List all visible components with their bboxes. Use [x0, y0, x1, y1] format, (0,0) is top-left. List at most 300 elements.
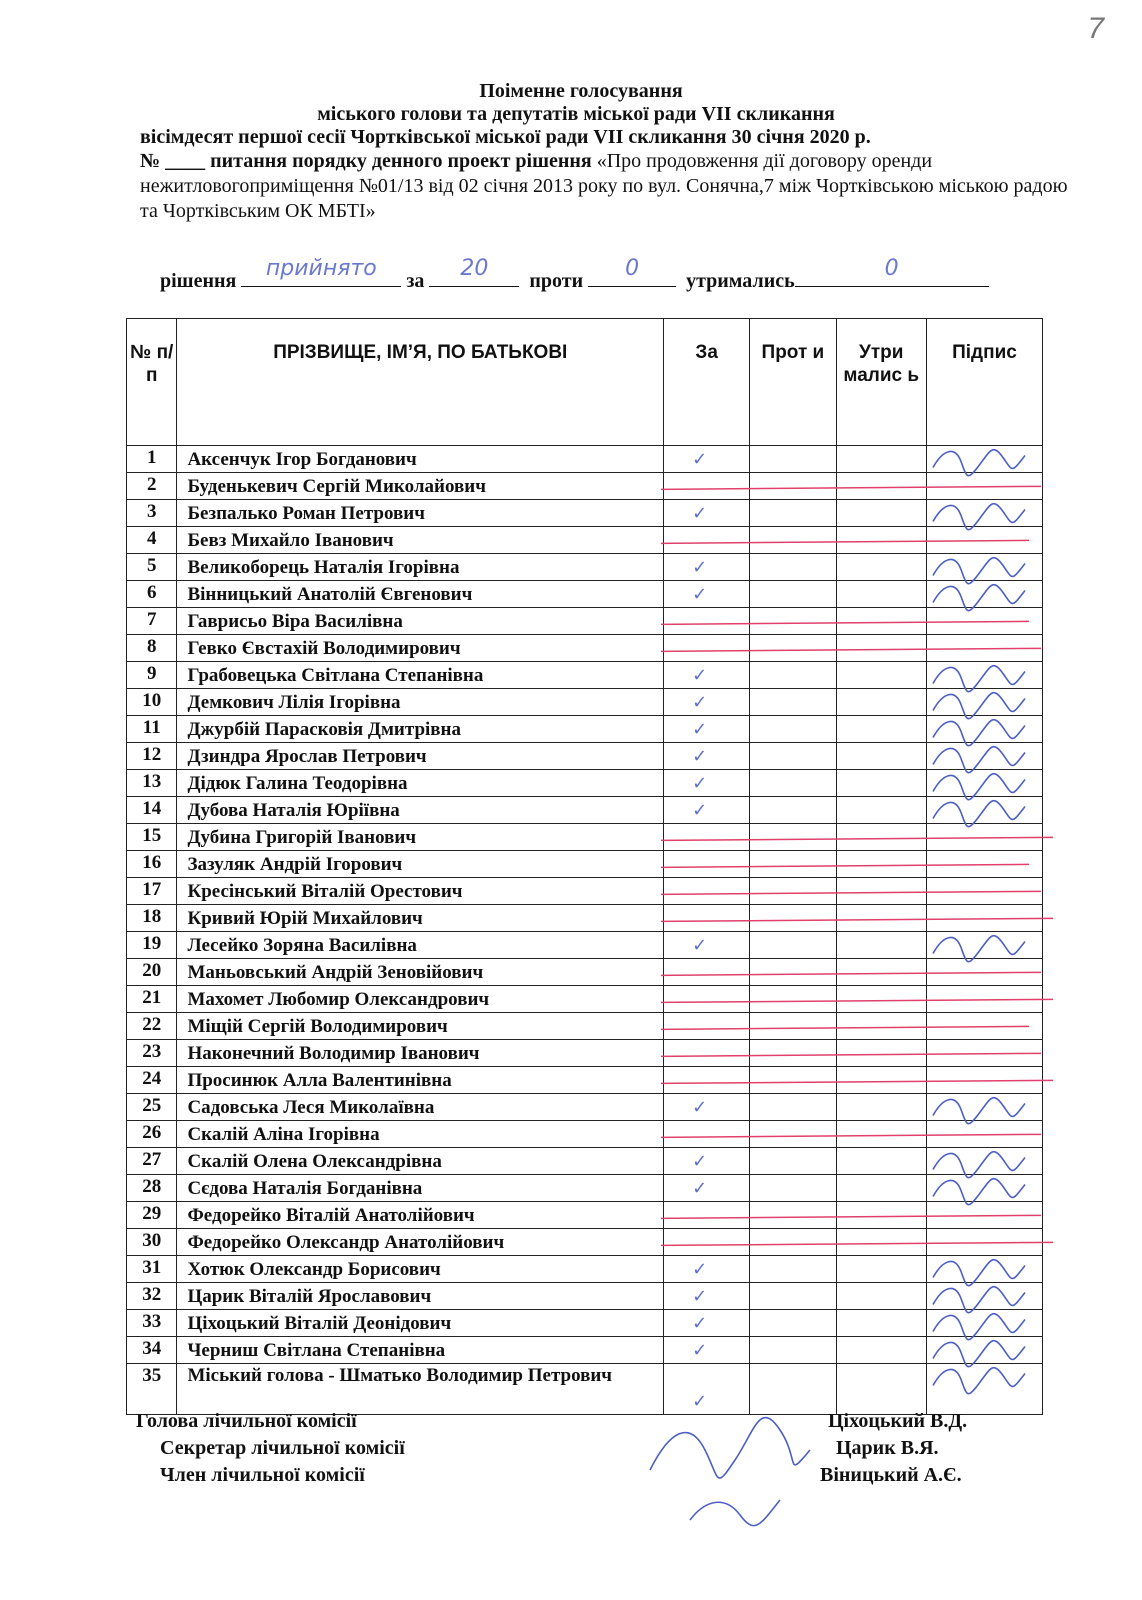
row-for-cell — [664, 905, 750, 932]
check-mark-icon: ✓ — [692, 692, 708, 713]
row-signature-cell — [926, 689, 1042, 716]
table-row — [127, 1283, 1043, 1310]
check-mark-icon: ✓ — [692, 1259, 708, 1280]
row-against-cell — [750, 743, 836, 770]
row-against-cell — [750, 1337, 836, 1364]
row-number: 19 — [127, 932, 177, 959]
row-for-cell — [664, 1337, 750, 1364]
row-signature-cell — [926, 878, 1042, 905]
row-against-cell — [750, 1175, 836, 1202]
row-name: Наконечний Володимир Іванович — [177, 1040, 664, 1067]
vote-table-body — [127, 446, 1043, 1415]
row-signature-cell — [926, 662, 1042, 689]
row-for-cell — [664, 689, 750, 716]
row-name: Хотюк Олександр Борисович — [177, 1256, 664, 1283]
row-for-cell — [664, 1013, 750, 1040]
row-name: Кривий Юрій Михайлович — [177, 905, 664, 932]
row-for-cell — [664, 770, 750, 797]
row-for-cell — [664, 554, 750, 581]
row-name: Демкович Лілія Ігорівна — [177, 689, 664, 716]
row-abstain-cell — [836, 1310, 926, 1337]
row-name: Дідюк Галина Теодорівна — [177, 770, 664, 797]
row-abstain-cell — [836, 446, 926, 473]
check-mark-icon: ✓ — [692, 449, 708, 470]
row-for-cell — [664, 824, 750, 851]
table-row — [127, 527, 1043, 554]
row-against-cell — [750, 554, 836, 581]
row-name: Просинюк Алла Валентинівна — [177, 1067, 664, 1094]
row-name: Махомет Любомир Олександрович — [177, 986, 664, 1013]
row-abstain-cell — [836, 770, 926, 797]
table-row — [127, 1040, 1043, 1067]
row-signature-cell — [926, 1175, 1042, 1202]
row-against-cell — [750, 716, 836, 743]
row-name: Сєдова Наталія Богданівна — [177, 1175, 664, 1202]
row-abstain-cell — [836, 716, 926, 743]
row-signature-cell — [926, 1121, 1042, 1148]
row-abstain-cell — [836, 1256, 926, 1283]
table-row — [127, 824, 1043, 851]
row-against-cell — [750, 1121, 836, 1148]
row-abstain-cell — [836, 878, 926, 905]
row-signature-cell — [926, 1148, 1042, 1175]
row-against-cell — [750, 473, 836, 500]
table-row — [127, 581, 1043, 608]
row-number: 2 — [127, 473, 177, 500]
row-abstain-cell — [836, 986, 926, 1013]
row-abstain-cell — [836, 662, 926, 689]
row-abstain-cell — [836, 932, 926, 959]
row-abstain-cell — [836, 1094, 926, 1121]
check-mark-icon: ✓ — [692, 1097, 708, 1118]
row-against-cell — [750, 608, 836, 635]
row-for-cell — [664, 1121, 750, 1148]
row-for-cell — [664, 1229, 750, 1256]
row-for-cell — [664, 1040, 750, 1067]
row-signature-cell — [926, 986, 1042, 1013]
row-number: 4 — [127, 527, 177, 554]
table-row — [127, 851, 1043, 878]
footer-signature-scribble — [650, 1418, 810, 1526]
member-name: Віницький А.Є. — [820, 1464, 962, 1486]
table-row — [127, 1094, 1043, 1121]
table-row — [127, 1310, 1043, 1337]
row-for-cell — [664, 716, 750, 743]
row-number: 24 — [127, 1067, 177, 1094]
against-field — [588, 256, 676, 287]
row-name: Кресінський Віталій Орестович — [177, 878, 664, 905]
row-against-cell — [750, 500, 836, 527]
table-row — [127, 1121, 1043, 1148]
header-abstain: Утри малис ь — [836, 319, 926, 446]
row-signature-cell — [926, 1094, 1042, 1121]
table-row — [127, 986, 1043, 1013]
row-number: 21 — [127, 986, 177, 1013]
check-mark-icon: ✓ — [692, 719, 708, 740]
decision-field — [241, 256, 401, 287]
row-against-cell — [750, 824, 836, 851]
row-against-cell — [750, 1040, 836, 1067]
row-for-cell — [664, 1310, 750, 1337]
row-abstain-cell — [836, 1040, 926, 1067]
row-signature-cell — [926, 1283, 1042, 1310]
table-row — [127, 1202, 1043, 1229]
row-abstain-cell — [836, 797, 926, 824]
header-name: ПРІЗВИЩЕ, ІМ’Я, ПО БАТЬКОВІ — [177, 319, 664, 446]
row-number: 14 — [127, 797, 177, 824]
row-against-cell — [750, 581, 836, 608]
row-against-cell — [750, 1094, 836, 1121]
row-for-cell — [664, 743, 750, 770]
row-name: Федорейко Олександр Анатолійович — [177, 1229, 664, 1256]
check-mark-icon: ✓ — [692, 935, 708, 956]
row-abstain-cell — [836, 689, 926, 716]
table-row — [127, 1067, 1043, 1094]
table-row — [127, 635, 1043, 662]
row-abstain-cell — [836, 743, 926, 770]
row-signature-cell — [926, 446, 1042, 473]
abstain-field — [795, 256, 989, 287]
row-abstain-cell — [836, 1067, 926, 1094]
row-number: 15 — [127, 824, 177, 851]
row-number: 32 — [127, 1283, 177, 1310]
row-for-cell — [664, 932, 750, 959]
row-number: 7 — [127, 608, 177, 635]
check-mark-icon: ✓ — [692, 557, 708, 578]
row-for-cell — [664, 1283, 750, 1310]
row-number: 33 — [127, 1310, 177, 1337]
row-against-cell — [750, 635, 836, 662]
row-against-cell — [750, 527, 836, 554]
row-number: 35 — [127, 1364, 177, 1415]
row-abstain-cell — [836, 1121, 926, 1148]
header-num: № п/п — [127, 319, 177, 446]
row-name: Черниш Світлана Степанівна — [177, 1337, 664, 1364]
row-name: Зазуляк Андрій Ігорович — [177, 851, 664, 878]
row-number: 25 — [127, 1094, 177, 1121]
check-mark-icon: ✓ — [692, 1286, 708, 1307]
row-signature-cell — [926, 824, 1042, 851]
row-for-cell — [664, 446, 750, 473]
row-signature-cell — [926, 797, 1042, 824]
row-name: Міський голова - Шматько Володимир Петрович — [177, 1364, 664, 1415]
for-label: за — [406, 270, 425, 292]
row-against-cell — [750, 905, 836, 932]
row-signature-cell — [926, 1202, 1042, 1229]
row-name: Садовська Леся Миколаївна — [177, 1094, 664, 1121]
row-abstain-cell — [836, 500, 926, 527]
row-name: Гаврисьо Віра Василівна — [177, 608, 664, 635]
against-label: проти — [529, 270, 584, 292]
header-against: Прот и — [750, 319, 836, 446]
row-against-cell — [750, 1013, 836, 1040]
row-number: 9 — [127, 662, 177, 689]
row-number: 30 — [127, 1229, 177, 1256]
check-mark-icon: ✓ — [692, 1178, 708, 1199]
table-header-row — [127, 319, 1043, 446]
row-against-cell — [750, 878, 836, 905]
table-row — [127, 1256, 1043, 1283]
role-chair: Голова лічильної комісії — [136, 1410, 357, 1432]
row-for-cell — [664, 1094, 750, 1121]
table-row — [127, 1229, 1043, 1256]
row-abstain-cell — [836, 1013, 926, 1040]
check-mark-icon: ✓ — [692, 773, 708, 794]
row-number: 31 — [127, 1256, 177, 1283]
row-number: 10 — [127, 689, 177, 716]
table-row — [127, 743, 1043, 770]
row-against-cell — [750, 689, 836, 716]
row-for-cell — [664, 878, 750, 905]
row-number: 28 — [127, 1175, 177, 1202]
check-mark-icon: ✓ — [692, 746, 708, 767]
row-signature-cell — [926, 500, 1042, 527]
secretary-name: Царик В.Я. — [836, 1437, 939, 1459]
table-row — [127, 662, 1043, 689]
row-number: 1 — [127, 446, 177, 473]
row-against-cell — [750, 1202, 836, 1229]
decision-value: прийнято — [265, 256, 377, 281]
row-for-cell — [664, 986, 750, 1013]
row-signature-cell — [926, 1229, 1042, 1256]
row-number: 22 — [127, 1013, 177, 1040]
abstain-label: утримались — [686, 270, 795, 292]
row-number: 17 — [127, 878, 177, 905]
row-signature-cell — [926, 473, 1042, 500]
check-mark-icon: ✓ — [692, 1340, 708, 1361]
row-abstain-cell — [836, 824, 926, 851]
row-abstain-cell — [836, 635, 926, 662]
table-row — [127, 1013, 1043, 1040]
table-row — [127, 770, 1043, 797]
decision-label: рішення — [160, 270, 237, 292]
row-against-cell — [750, 1148, 836, 1175]
row-against-cell — [750, 1283, 836, 1310]
chair-name: Ціхоцький В.Д. — [828, 1410, 968, 1432]
check-mark-icon: ✓ — [692, 503, 708, 524]
row-signature-cell — [926, 1067, 1042, 1094]
row-abstain-cell — [836, 473, 926, 500]
row-against-cell — [750, 986, 836, 1013]
question-prefix: № ____ питання порядку денного проект рішення — [140, 150, 592, 172]
vote-table — [126, 318, 1043, 1415]
row-name: Гевко Євстахій Володимирович — [177, 635, 664, 662]
row-signature-cell — [926, 554, 1042, 581]
row-signature-cell — [926, 743, 1042, 770]
row-name: Вінницький Анатолій Євгенович — [177, 581, 664, 608]
row-against-cell — [750, 1364, 836, 1415]
row-abstain-cell — [836, 608, 926, 635]
row-name: Дубова Наталія Юріївна — [177, 797, 664, 824]
row-signature-cell — [926, 932, 1042, 959]
table-row — [127, 932, 1043, 959]
row-against-cell — [750, 1256, 836, 1283]
row-for-cell — [664, 797, 750, 824]
title-line-2: міського голови та депутатів міської ради VІІ скликання — [317, 103, 835, 125]
row-name: Царик Віталій Ярославович — [177, 1283, 664, 1310]
row-against-cell — [750, 770, 836, 797]
row-signature-cell — [926, 635, 1042, 662]
row-against-cell — [750, 1067, 836, 1094]
table-row — [127, 878, 1043, 905]
row-for-cell — [664, 1148, 750, 1175]
table-row — [127, 1337, 1043, 1364]
row-for-cell — [664, 959, 750, 986]
row-signature-cell — [926, 1337, 1042, 1364]
document-header — [0, 80, 1142, 224]
table-row — [127, 959, 1043, 986]
row-against-cell — [750, 1229, 836, 1256]
row-name: Скалій Аліна Ігорівна — [177, 1121, 664, 1148]
row-for-cell — [664, 635, 750, 662]
row-signature-cell — [926, 1364, 1042, 1415]
check-mark-icon: ✓ — [692, 1151, 708, 1172]
row-number: 16 — [127, 851, 177, 878]
table-row — [127, 554, 1043, 581]
row-number: 3 — [127, 500, 177, 527]
table-row — [127, 473, 1043, 500]
role-member: Член лічильної комісії — [160, 1464, 365, 1486]
row-abstain-cell — [836, 554, 926, 581]
row-number: 5 — [127, 554, 177, 581]
row-number: 27 — [127, 1148, 177, 1175]
row-number: 12 — [127, 743, 177, 770]
row-name: Скалій Олена Олександрівна — [177, 1148, 664, 1175]
row-for-cell — [664, 1175, 750, 1202]
row-signature-cell — [926, 608, 1042, 635]
row-abstain-cell — [836, 905, 926, 932]
row-number: 29 — [127, 1202, 177, 1229]
row-abstain-cell — [836, 527, 926, 554]
row-abstain-cell — [836, 1283, 926, 1310]
table-row — [127, 500, 1043, 527]
row-signature-cell — [926, 851, 1042, 878]
row-for-cell — [664, 608, 750, 635]
row-for-cell — [664, 527, 750, 554]
row-against-cell — [750, 959, 836, 986]
row-number: 6 — [127, 581, 177, 608]
row-against-cell — [750, 932, 836, 959]
against-value: 0 — [625, 256, 640, 281]
decision-line — [160, 256, 1060, 293]
row-abstain-cell — [836, 959, 926, 986]
header-signature: Підпис — [926, 319, 1042, 446]
row-abstain-cell — [836, 1364, 926, 1415]
table-row — [127, 905, 1043, 932]
row-abstain-cell — [836, 1229, 926, 1256]
row-number: 34 — [127, 1337, 177, 1364]
row-number: 26 — [127, 1121, 177, 1148]
row-abstain-cell — [836, 1202, 926, 1229]
table-row — [127, 608, 1043, 635]
row-for-cell — [664, 1364, 750, 1415]
row-for-cell — [664, 1067, 750, 1094]
row-signature-cell — [926, 581, 1042, 608]
title-line-3: вісімдесят першої сесії Чортківської міської ради VІІ скликання 30 січня 2020 р. — [140, 126, 871, 148]
row-against-cell — [750, 662, 836, 689]
row-for-cell — [664, 473, 750, 500]
row-name: Великоборець Наталія Ігорівна — [177, 554, 664, 581]
table-row — [127, 716, 1043, 743]
row-for-cell — [664, 500, 750, 527]
row-for-cell — [664, 851, 750, 878]
row-signature-cell — [926, 527, 1042, 554]
row-name: Міщій Сергій Володимирович — [177, 1013, 664, 1040]
row-number: 23 — [127, 1040, 177, 1067]
row-abstain-cell — [836, 1337, 926, 1364]
row-name: Дубина Григорій Іванович — [177, 824, 664, 851]
row-name: Маньовський Андрій Зеновійович — [177, 959, 664, 986]
table-row — [127, 446, 1043, 473]
title-line-1: Поіменне голосування — [479, 80, 683, 102]
row-signature-cell — [926, 905, 1042, 932]
row-number: 8 — [127, 635, 177, 662]
header-for: За — [664, 319, 750, 446]
row-for-cell — [664, 1202, 750, 1229]
row-number: 11 — [127, 716, 177, 743]
for-value: 20 — [460, 256, 489, 281]
row-signature-cell — [926, 1040, 1042, 1067]
row-name: Дзиндра Ярослав Петрович — [177, 743, 664, 770]
row-name: Джурбій Парасковія Дмитрівна — [177, 716, 664, 743]
check-mark-icon: ✓ — [692, 1313, 708, 1334]
row-signature-cell — [926, 1013, 1042, 1040]
check-mark-icon: ✓ — [692, 665, 708, 686]
page-number: 7 — [1087, 12, 1104, 45]
row-signature-cell — [926, 770, 1042, 797]
question-text: «Про продовження дії договору оренди нежитловогоприміщення №01/13 від 02 січня 2013 року по вул. Сонячна,7 між Чортківською міською радою та Чортківським ОК МБТІ» — [140, 150, 1068, 222]
abstain-value: 0 — [884, 256, 899, 281]
row-name: Буденькевич Сергій Миколайович — [177, 473, 664, 500]
row-against-cell — [750, 1310, 836, 1337]
row-against-cell — [750, 797, 836, 824]
check-mark-icon: ✓ — [692, 584, 708, 605]
table-row — [127, 1148, 1043, 1175]
row-abstain-cell — [836, 581, 926, 608]
row-abstain-cell — [836, 851, 926, 878]
row-name: Грабовецька Світлана Степанівна — [177, 662, 664, 689]
row-signature-cell — [926, 959, 1042, 986]
row-against-cell — [750, 446, 836, 473]
row-name: Безпалько Роман Петрович — [177, 500, 664, 527]
row-name: Бевз Михайло Іванович — [177, 527, 664, 554]
row-against-cell — [750, 851, 836, 878]
table-row — [127, 797, 1043, 824]
row-number: 18 — [127, 905, 177, 932]
row-name: Аксенчук Ігор Богданович — [177, 446, 664, 473]
row-name: Лесейко Зоряна Василівна — [177, 932, 664, 959]
table-row — [127, 689, 1043, 716]
for-field — [429, 256, 519, 287]
check-mark-icon: ✓ — [692, 800, 708, 821]
table-row — [127, 1364, 1043, 1415]
row-signature-cell — [926, 1310, 1042, 1337]
row-for-cell — [664, 581, 750, 608]
row-name: Федорейко Віталій Анатолійович — [177, 1202, 664, 1229]
agenda-question — [0, 149, 1142, 224]
row-for-cell — [664, 1256, 750, 1283]
check-mark-icon: ✓ — [692, 1391, 708, 1412]
row-name: Ціхоцький Віталій Деонідович — [177, 1310, 664, 1337]
table-row — [127, 1175, 1043, 1202]
row-signature-cell — [926, 1256, 1042, 1283]
role-secretary: Секретар лічильної комісії — [160, 1437, 405, 1459]
row-number: 13 — [127, 770, 177, 797]
row-abstain-cell — [836, 1175, 926, 1202]
row-signature-cell — [926, 716, 1042, 743]
row-number: 20 — [127, 959, 177, 986]
row-for-cell — [664, 662, 750, 689]
